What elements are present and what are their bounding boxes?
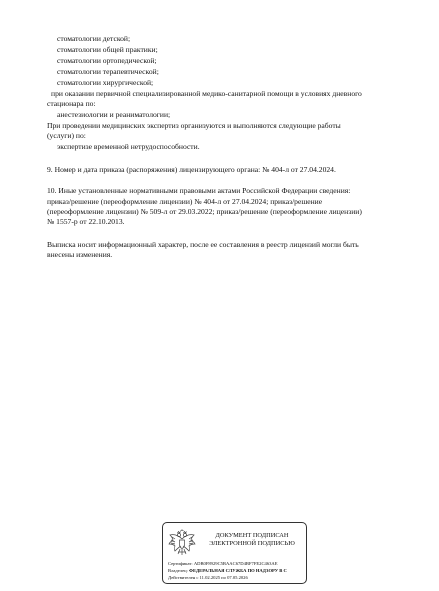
stamp-certificate (168, 561, 278, 566)
text-line: (услуги) по: (47, 131, 86, 140)
text-line: стоматологии детской; (57, 34, 131, 43)
text-line: (переоформление лицензии) № 509-л от 29.03.2022; приказ/решение (переоформление лицензии) (47, 207, 362, 216)
stamp-certificate-value: ADB0F8929C5BAAC67D4BF7FE2C463AE (193, 561, 278, 566)
text-line: № 1557-р от 22.10.2013. (47, 217, 125, 226)
text-line: приказ/решение (переоформление лицензии) № 404-л от 27.04.2024; приказ/решение (47, 197, 323, 206)
stamp-owner-label: Владелец: (168, 568, 188, 573)
license-order-number: 9. Номер и дата приказа (распоряжения) лицензирующего органа: № 404-л от 27.04.2024. (47, 165, 336, 174)
text-line: при оказании первичной специализированной медико-санитарной помощи в условиях дневного (51, 89, 362, 98)
text-line: экспертизе временной нетрудоспособности. (57, 142, 200, 151)
stamp-title-line1: ДОКУМЕНТ ПОДПИСАН (215, 532, 289, 539)
text-line: Выписка носит информационный характер, после ее составления в реестр лицензий могли быть (47, 240, 359, 249)
text-line: 10. Иные установленные нормативными правовыми актами Российской Федерации сведения: (47, 186, 351, 195)
stamp-title-line2: ЭЛЕКТРОННОЙ ПОДПИСЬЮ (209, 540, 295, 547)
text-line: стоматологии ортопедической; (57, 56, 157, 65)
stamp-owner-value: ФЕДЕРАЛЬНАЯ СЛУЖБА ПО НАДЗОРУ В С (189, 568, 287, 573)
stamp-certificate-label: Сертификат: (168, 561, 193, 566)
text-line: При проведении медицинских экспертиз организуются и выполняются следующие работы (47, 121, 341, 130)
text-line: стоматологии хирургической; (57, 78, 154, 87)
text-line: стационара по: (47, 99, 96, 108)
text-line: стоматологии терапевтической; (57, 67, 159, 76)
text-line: анестезиологии и реаниматологии; (57, 110, 171, 119)
text-line: внесены изменения. (47, 250, 113, 259)
text-line: стоматологии общей практики; (57, 45, 158, 54)
stamp-validity: Действителен с 11.02.2025 по 07.05.2026 (168, 575, 248, 580)
coat-of-arms-icon (167, 529, 197, 557)
stamp-owner (168, 568, 287, 573)
signature-stamp (162, 522, 307, 584)
